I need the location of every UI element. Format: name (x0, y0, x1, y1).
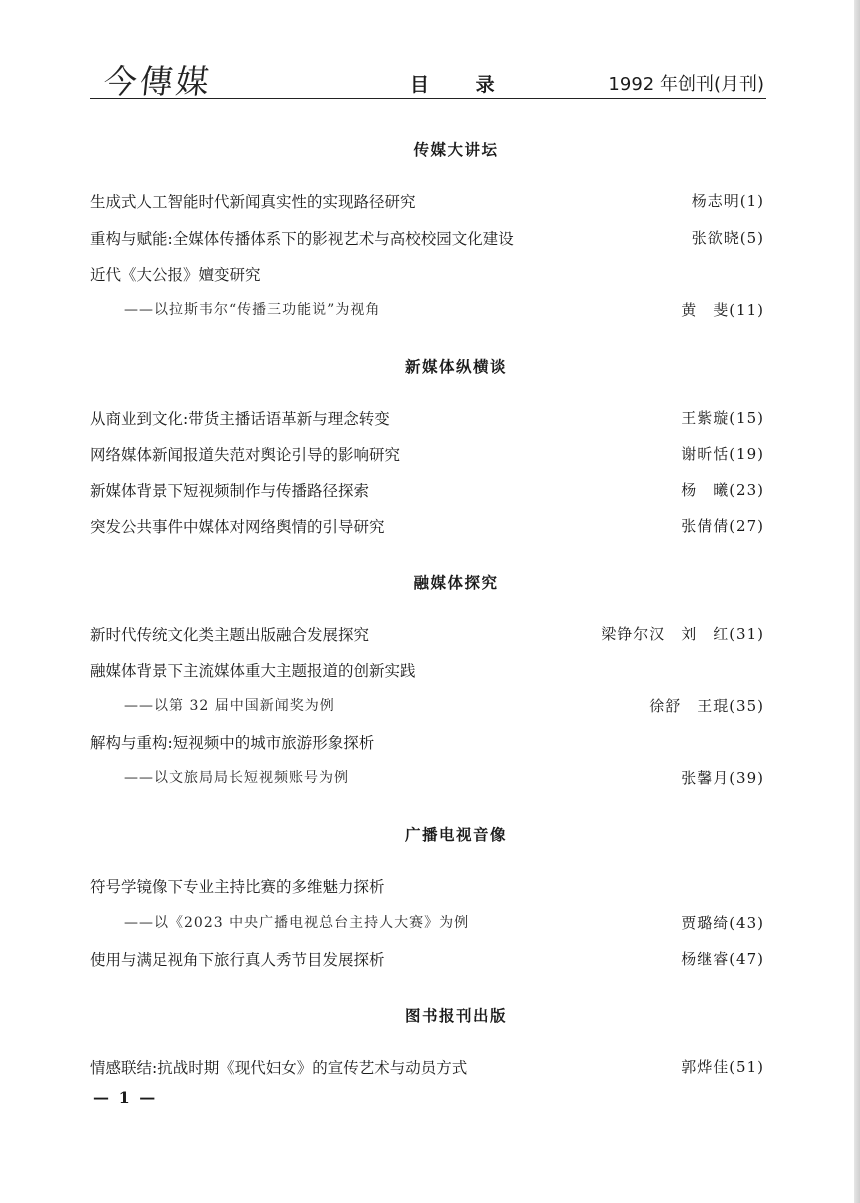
edition-info: 1992 年创刊(月刊) (608, 74, 764, 95)
toc-title: 目 录 (410, 74, 515, 96)
toc-entry[interactable] (90, 443, 764, 467)
toc-subtitle-entry[interactable] (90, 299, 764, 323)
section-title: 融媒体探究 (413, 574, 499, 592)
page-header (90, 58, 766, 99)
section-title: 图书报刊出版 (404, 1007, 507, 1025)
toc-subtitle-entry[interactable] (90, 912, 764, 936)
journal-logo: 今傳媒 (101, 62, 214, 101)
article-title: 从商业到文化:带货主播话语革新与理念转变 (90, 410, 390, 428)
article-author: 梁铮尔汉 刘 红(31) (601, 625, 764, 643)
article-title: 网络媒体新闻报道失范对舆论引导的影响研究 (90, 446, 401, 464)
article-title: 生成式人工智能时代新闻真实性的实现路径研究 (90, 193, 416, 211)
toc-entry[interactable] (90, 479, 764, 503)
article-title: 突发公共事件中媒体对网络舆情的引导研究 (90, 518, 385, 536)
article-subtitle: ——以《2023 中央广播电视总台主持人大赛》为例 (124, 915, 470, 931)
toc-entry[interactable] (90, 407, 764, 431)
section-title: 广播电视音像 (404, 826, 507, 844)
article-title: 新媒体背景下短视频制作与传播路径探索 (90, 482, 370, 500)
toc-entry[interactable] (90, 948, 764, 972)
article-subtitle: ——以拉斯韦尔“传播三功能说”为视角 (124, 302, 381, 318)
page-number: — 1 — (93, 1088, 158, 1107)
article-author: 徐舒 王琨(35) (649, 697, 764, 715)
article-title: 解构与重构:短视频中的城市旅游形象探析 (90, 734, 375, 752)
toc-entry[interactable] (90, 875, 764, 899)
article-title: 近代《大公报》嬗变研究 (90, 266, 261, 284)
article-author: 王紫璇(15) (681, 409, 764, 427)
article-author: 郭烨佳(51) (681, 1058, 764, 1076)
article-title: 情感联结:抗战时期《现代妇女》的宣传艺术与动员方式 (90, 1059, 468, 1077)
article-title: 重构与赋能:全媒体传播体系下的影视艺术与高校校园文化建设 (90, 230, 514, 248)
article-author: 贾璐绮(43) (681, 914, 764, 932)
page-edge (854, 0, 860, 1203)
toc-entry[interactable] (90, 623, 764, 647)
toc-subtitle-entry[interactable] (90, 767, 764, 791)
toc-entry[interactable] (90, 190, 764, 214)
article-author: 杨继睿(47) (681, 950, 764, 968)
article-author: 黄 斐(11) (681, 301, 764, 319)
section-title: 新媒体纵横谈 (404, 358, 507, 376)
toc-entry[interactable] (90, 515, 764, 539)
article-subtitle: ——以第 32 届中国新闻奖为例 (124, 698, 335, 714)
article-title: 新时代传统文化类主题出版融合发展探究 (90, 626, 370, 644)
toc-entry[interactable] (90, 1056, 764, 1080)
article-author: 张欲晓(5) (691, 229, 764, 247)
article-author: 杨志明(1) (691, 192, 764, 210)
article-author: 张倩倩(27) (681, 517, 764, 535)
article-author: 谢昕恬(19) (681, 445, 764, 463)
article-author: 杨 曦(23) (681, 481, 764, 499)
toc-subtitle-entry[interactable] (90, 695, 764, 719)
article-author: 张馨月(39) (681, 769, 764, 787)
section-title: 传媒大讲坛 (413, 141, 499, 159)
article-title: 融媒体背景下主流媒体重大主题报道的创新实践 (90, 662, 416, 680)
article-title: 使用与满足视角下旅行真人秀节目发展探析 (90, 951, 385, 969)
article-title: 符号学镜像下专业主持比赛的多维魅力探析 (90, 878, 385, 896)
toc-entry[interactable] (90, 731, 764, 755)
toc-entry[interactable] (90, 263, 764, 287)
toc-entry[interactable] (90, 227, 764, 251)
toc-entry[interactable] (90, 659, 764, 683)
article-subtitle: ——以文旅局局长短视频账号为例 (124, 770, 349, 786)
